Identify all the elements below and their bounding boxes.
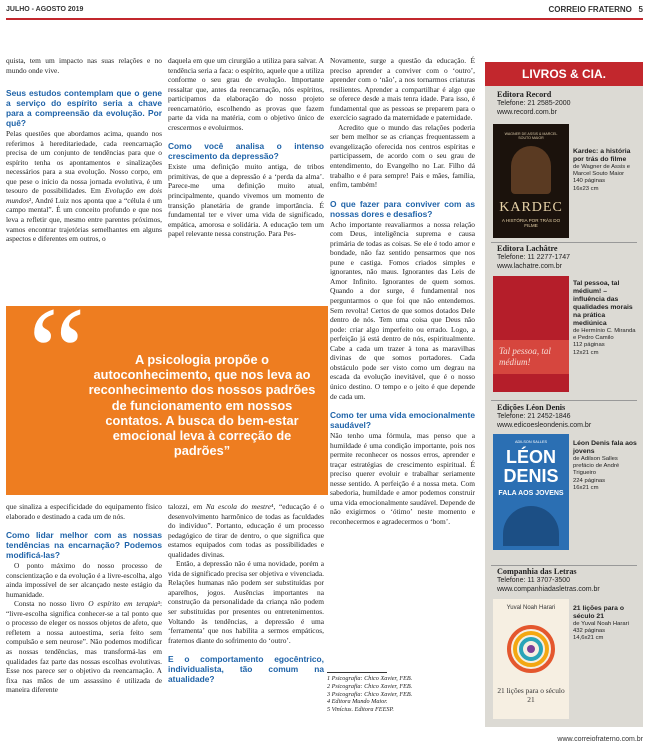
paragraph: quista, tem um impacto nas suas relações e no mundo onde vive. — [6, 56, 162, 75]
footnote-rule — [327, 672, 387, 673]
book-details — [573, 440, 639, 492]
cover-authors: WAGNER DE ASSIS & MARCEL SOUTO MAIOR — [504, 132, 558, 141]
book-cover-21-licoes — [493, 599, 569, 719]
publisher-phone: Telefone: 21 2585-2000 — [497, 100, 571, 107]
column-1-top — [6, 56, 162, 244]
publisher-phone: Telefone: 11 3707-3500 — [497, 577, 571, 584]
paragraph: O ponto máximo do nosso processo de conscientização e da evolução é a livre-escolha, algo ainda impossível de ser alcançado neste estágio da humanidade. — [6, 561, 162, 599]
paragraph: Consta no nosso livro O espírito em terapia³: “livre-escolha significa conhecer-se a tal ponto que o processo de eleger os nossos objetos de afeto, que refletem a nossa autoestima, seria feito sem compulsão e sem neurose”. Não podemos modificar as nossas tendências, mas transformá-las em qualidades faz parte das nossas escolhas evolutivas. Esse nos parece ser o objetivo da reencarnação. A fixa nas mãos de um assassino é utilizada de maneira diferente — [6, 599, 163, 695]
book-author: de Adilson Salles prefácio de André Trigueiro — [573, 456, 620, 477]
footer-url[interactable]: www.correiofraterno.com.br — [557, 736, 643, 743]
book-size: 16x23 cm — [573, 185, 599, 192]
book-cover-tal-pessoa — [493, 276, 569, 392]
publisher-info — [497, 244, 570, 271]
footnote: 2 Psicografia: Chico Xavier, FEB. — [327, 682, 413, 690]
publisher-phone: Telefone: 11 2277-1747 — [497, 254, 571, 261]
publisher-site[interactable]: www.lachatre.com.br — [497, 262, 562, 270]
publisher-phone: Telefone: 21 2452-1846 — [497, 413, 571, 420]
footnotes — [327, 672, 472, 714]
cover-title: LÉON DENIS — [503, 447, 559, 486]
pull-quote-text: A psicologia propõe o autoconhecimento, que nos leva ao reconhecimento dos nossos padrões de funcionamento em nossos contatos. A busca do bem-estar emocional leva à correção de padrões” — [88, 352, 316, 459]
cover-title: Tal pessoa, tal médium! — [499, 346, 551, 367]
crowd-illustration-icon — [503, 506, 559, 546]
question-heading: Como você analisa o intenso crescimento da depressão? — [168, 141, 324, 162]
book-cover-kardec — [493, 124, 569, 238]
question-heading: Seus estudos contemplam que o gene a serviço do espírito seria a chave para a compreensão da evolução. Por quê? — [6, 88, 162, 129]
paragraph: Acho importante reavaliarmos a nossa relação com Deus, inteligência suprema e causa primária de todas as coisas. Se ele é todo amor e bondade, não faz sentido pensarmos que nos pune e castiga. Fomos criados simples e ignorantes, não maus. Ignorantes das Leis de Amor Infinito. Ignorantes de quem somos. Quando a dor surge, é fundamental nos perguntarmos o que foi que não entendemos. Sem revolta! Certos de que somos dotados Dele dentro de nós. Tem uma coisa que Deus não pode: criar algo imperfeito ou errado. Logo, a perfeição já está dentro de nós, espiritualmente. Cabe a cada um trazer à tona as maravilhas divinas de que somos portadores. Cada obstáculo pode ser visto como um degrau na escada da evolução inevitável, que é o nosso único destino. O tempo e o jeito é que depende de cada um. — [330, 219, 475, 401]
publication-header — [548, 5, 643, 14]
publisher-name: Companhia das Letras — [497, 567, 577, 576]
divider — [491, 242, 637, 243]
book-title: Kardec: a história por trás do filme — [573, 148, 631, 163]
publisher-info — [497, 567, 600, 594]
paragraph: Então, a depressão não é uma novidade, porém a vida de significado precisa ser objetiva e vivenciada. Relações humanas não podem ser substituídas por aparelhos, jogos. Ausências importantes na construção da personalidade da criança não podem ser substituídas por presentes ou entretenimentos. Voltando às tendências, a depressão é uma ‘ferramenta’ que nos habilita a sermos empáticos, fraternos diante do sofrimento do ‘outro’. — [168, 559, 324, 645]
book-author: de Wagner de Assis e Marcel Souto Maior — [573, 164, 631, 178]
book-pages: 224 páginas — [573, 477, 606, 484]
divider — [491, 400, 637, 401]
paragraph: daquela em que um cirurgião a utiliza para salvar. A tendência seria a faca: o espírito, aquele que a utiliza conforme o seu grau de evolução. Importante ressaltar que, antes da reencarnação, nós espíritos, participamos da elaboração do nosso projeto reencarnatório, escolhendo as provas que fazem parte da vida na matéria, com o objetivo único de crescermos e evoluirmos. — [168, 56, 324, 132]
question-heading: Como ter uma vida emocionalmente saudável? — [330, 410, 475, 431]
publisher-site[interactable]: www.edicoesleondenis.com.br — [497, 421, 592, 429]
paragraph: que sinaliza a especificidade do equipamento físico elaborado e destinado a cada um de nós. — [6, 502, 162, 521]
book-size: 12x21 cm — [573, 349, 599, 356]
publisher-site[interactable]: www.companhiadasletras.com.br — [497, 585, 600, 593]
publication-name: CORREIO FRATERNO — [548, 5, 632, 14]
book-title: Tal pessoa, tal médium! – influência das qualidades morais na prática mediúnica — [573, 280, 633, 327]
cover-title: KARDEC — [499, 200, 563, 215]
book-author: de Yuval Noah Harari — [573, 621, 629, 627]
publisher-name: Edições Léon Denis — [497, 403, 566, 412]
divider — [491, 565, 637, 566]
paragraph: Não tenho uma fórmula, mas penso que a humildade é uma condição importante, pois nos permite reconhecer os nossos erros, aprender e traçar estratégias de crescimento espiritual. É preciso querer evoluir e trabalhar seriamente nesse sentido. A perfeição é a nossa meta. Com sabedoria, humildade e amor podemos construir uma vida emocionalmente saudável. Depende de não exigirmos o ‘ótimo’ neste momento e reconhecermos e agradecermos o ‘bom’. — [330, 431, 475, 526]
cover-author: ADILSON SALLES — [514, 440, 548, 444]
question-heading: Como lidar melhor com as nossas tendências na encarnação? Podemos modificá-las? — [6, 530, 162, 561]
book-details — [573, 280, 639, 357]
cover-subtitle: A HISTÓRIA POR TRÁS DO FILME — [501, 218, 561, 229]
book-title: 21 lições para o século 21 — [573, 605, 625, 620]
pull-quote — [6, 281, 328, 495]
paragraph: Existe uma definição muito antiga, de tribos primitivas, de que a depressão é a ‘perda da alma’. Parece-me uma definição muito atual, principalmente, quando vivemos um momento de transição planetária de grande importância. É fundamental ter e viver uma vida de significado, empática, amorosa e solidária. A educação tem um papel relevante nessa construção. Para Pes- — [168, 162, 324, 239]
publisher-name: Editora Record — [497, 90, 552, 99]
cover-subtitle: FALA AOS JOVENS — [498, 490, 564, 497]
book-size: 16x21 cm — [573, 484, 599, 491]
book-pages: 432 páginas — [573, 628, 606, 635]
publisher-info — [497, 403, 591, 430]
book-pages: 112 páginas — [573, 342, 605, 349]
footnote: 1 Psicografia: Chico Xavier, FEB. — [327, 675, 413, 682]
sidebar-title: LIVROS & CIA. — [485, 62, 643, 86]
cover-author: Yuval Noah Harari — [506, 605, 556, 611]
page-number: 5 — [638, 5, 643, 14]
column-2-top — [168, 56, 324, 239]
book-title: Léon Denis fala aos jovens — [573, 440, 637, 455]
book-cover-leon-denis — [493, 434, 569, 550]
publisher-name: Editora Lachâtre — [497, 244, 558, 253]
cover-title: 21 lições para o século 21 — [497, 686, 565, 704]
paragraph: Pelas questões que abordamos acima, quando nos referimos à hereditariedade, cada reencarnação precisa de um conjunto de tendências para que o espírito tenha os apontamentos e sinalizações necessários para a sua evolução. Nosso corpo, em que pese o início da nossa jornada evolutiva, é um tesouro de possibilidades. Em Evolução em dois mundos², André Luiz nos aponta que a “célula é um campo mental”. É um conceito profundo e que nos leva a refletir que, mesmo entre parentes próximos, vamos encontrar trajetórias semelhantes em alguns aspectos e diferentes em outros, o — [6, 129, 162, 244]
publisher-info — [497, 90, 571, 117]
publisher-site[interactable]: www.record.com.br — [497, 108, 557, 116]
page-header — [0, 0, 649, 22]
book-pages: 140 páginas — [573, 178, 606, 185]
paragraph: Novamente, surge a questão da educação. É preciso aprender a conviver com o ‘outro’, aprender com o ‘não’, a nos tornarmos criaturas resilientes. Aprender a compartilhar é algo que se oferece desde a mais tenra idade. Para isso, é fundamental que as pessoas se preparem para o exercício sagrado da maternidade e paternidade. — [330, 56, 475, 123]
book-size: 14,6x21 cm — [573, 635, 604, 642]
column-1-bottom — [6, 502, 162, 695]
quote-mark-icon: “ — [28, 281, 86, 425]
column-3 — [330, 56, 475, 527]
books-sidebar — [485, 62, 643, 727]
book-details — [573, 605, 639, 643]
footnote: 3 Psicografia: Chico Xavier, FEB. — [327, 690, 413, 698]
book-author: de Hermínio C. Miranda e Pedro Camilo — [573, 328, 636, 342]
issue-date: JULHO - AGOSTO 2019 — [6, 6, 84, 13]
question-heading: O que fazer para conviver com as nossas dores e desafios? — [330, 198, 475, 219]
colorful-circle-icon — [507, 625, 555, 673]
portrait-icon — [511, 146, 551, 194]
header-rule — [6, 18, 643, 20]
paragraph: talozzi, em Na escola do mestre⁴, “educação é o desenvolvimento harmônico de todas as faculdades do indivíduo”. Portanto, educação é um processo pedagógico de tirar de dentro, o que significa que estamos equipados com todas as possibilidades e qualidades divinas. — [168, 502, 324, 559]
paragraph: Acredito que o mundo das relações poderia ser bem melhor se as crianças frequentassem a evangelização oferecida nos centros espíritas e participassem, de acordo com o seu grau de entendimento, do Evangelho no Lar. Filho dá trabalho e é para sempre! Pais e mães, família, enfim, também! — [330, 122, 475, 190]
question-heading: E o comportamento egocêntrico, individualista, tão comum na atualidade? — [168, 654, 324, 685]
book-details — [573, 148, 639, 193]
footnote: 4 Editora Mundo Maior. — [327, 698, 388, 706]
footnote: 5 Vinícius. Editora FEESP. — [327, 706, 394, 714]
column-2-bottom — [168, 502, 324, 685]
